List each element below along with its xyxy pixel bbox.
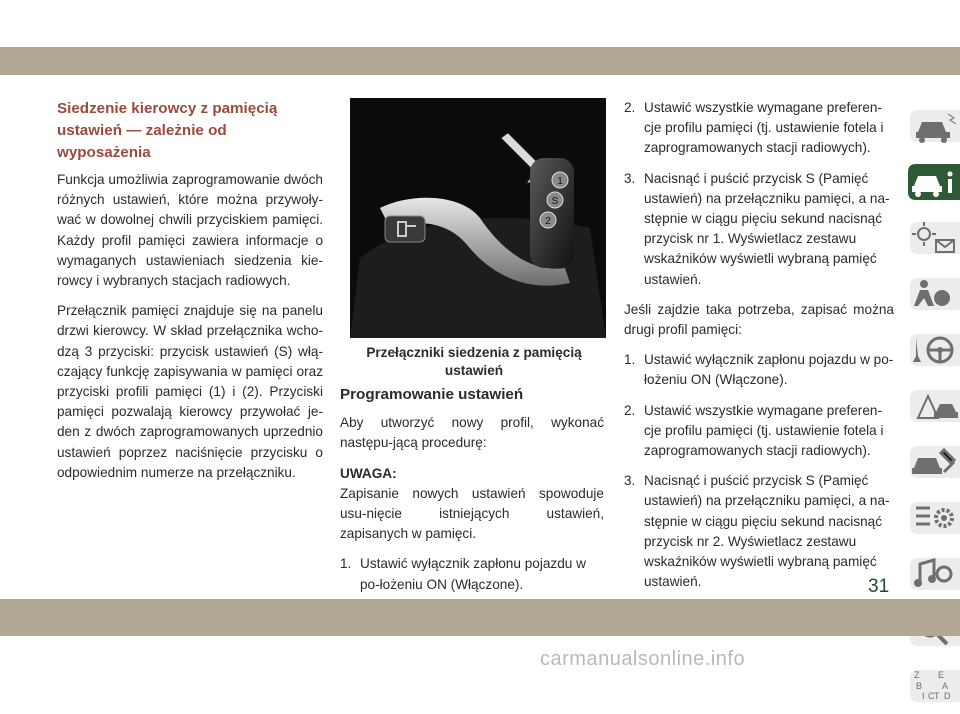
airbag-person-icon[interactable]: [898, 266, 960, 321]
intro-column: [57, 98, 323, 493]
step-number: 2.: [624, 100, 636, 115]
intro-paragraph-1: Funkcja umożliwia zaprogramowanie dwóch różnych ustawień, które można przywoły-wać w dowolnej chwili przyciskiem pamięci. Każdy profil pamięci zawiera informacje o wymaganych ustawieniach siedzenia kie-rowcy i wybranych stacjach radiowych.: [57, 172, 323, 289]
programming-subheading: Programowanie ustawień: [340, 386, 524, 403]
list-item: [624, 169, 894, 290]
index-letter: T: [934, 691, 940, 701]
steering-wheel-icon[interactable]: [898, 322, 960, 377]
index-letter: C: [928, 691, 935, 701]
step-number: 3.: [624, 170, 636, 186]
heading-line-2: ustawień — zależnie od wyposażenia: [57, 122, 227, 161]
roadside-warning-icon[interactable]: [898, 378, 960, 433]
index-letter: B: [916, 681, 923, 691]
step-text: Ustawić wszystkie wymagane preferen-cje profilu pamięci (tj. ustawienie fotela i zaprogramowanych stacji radiowych).: [644, 100, 884, 156]
figure-caption: Przełączniki siedzenia z pamięcią ustawień: [366, 345, 582, 378]
list-item: [624, 401, 894, 462]
multimedia-icon[interactable]: [898, 546, 960, 601]
step-text: Ustawić wyłącznik zapłonu pojazdu w po-łożeniu ON (Włączone).: [644, 352, 894, 388]
bottom-bar: [0, 599, 960, 636]
programming-intro: Aby utworzyć nowy profil, wykonać następu-jącą procedurę:: [340, 415, 604, 451]
step-text: Ustawić wszystkie wymagane preferen-cje profilu pamięci (tj. ustawienie fotela i zaprogramowanych stacji radiowych).: [644, 402, 884, 459]
step-number: 3.: [624, 473, 636, 489]
settings-list-icon[interactable]: [898, 490, 960, 545]
list-item: [624, 471, 894, 592]
second-profile-intro: Jeśli zajdzie taka potrzeba, zapisać można drugi profil pamięci:: [624, 301, 894, 338]
list-item: [624, 350, 894, 390]
list-item: [340, 554, 604, 594]
car-info-icon[interactable]: [898, 154, 960, 209]
step-number: 1.: [624, 352, 636, 368]
button-label-2: 2: [545, 216, 551, 227]
list-item: [624, 98, 894, 159]
index-letter: Z: [914, 670, 920, 680]
index-letter: I: [922, 691, 925, 701]
memory-switch-photo: [350, 98, 606, 338]
note-title: UWAGA:: [340, 465, 397, 481]
step-text: Nacisnąć i puścić przycisk S (Pamięć ustawień) na przełączniku pamięci, a na-stępnie w ciągu pięciu sekund nacisnąć przycisk nr 1. Wyświetlacz zestawu wskaźników wyświetli wybraną pamięć ustawień.: [644, 170, 890, 287]
button-label-s: S: [551, 196, 559, 207]
note-text: Zapisanie nowych ustawień spowoduje usu-nięcie istniejących ustawień, zapisanych w pamięci.: [340, 485, 604, 542]
door-panel-illustration: [350, 98, 606, 338]
car-crash-icon[interactable]: [898, 98, 960, 153]
index-letter: E: [938, 670, 945, 680]
alphabet-index-icon[interactable]: [898, 658, 960, 713]
index-letter: D: [944, 691, 951, 701]
intro-paragraph-2: Przełącznik pamięci znajduje się na panelu drzwi kierowcy. W skład przełącznika wcho-dzą 3 przyciski: przycisk ustawień (S) włą-czający funkcję zapisywania w pamięci oraz przyciski profili pamięci (1) i (2). Przyciski pamięci pozwalają kierowcy przywołać je-den z dwóch zaprogramowanych uprzednio ustawień poprzez naciśnięcie przycisku o odpowiednim numerze na przełączniku.: [57, 303, 323, 480]
steps-column: [624, 98, 894, 602]
step-number: 1.: [340, 556, 352, 572]
button-label-1: 1: [557, 176, 563, 187]
car-service-icon[interactable]: [898, 434, 960, 489]
page-number: 31: [868, 576, 890, 597]
index-letter: A: [942, 681, 949, 691]
top-bar: [0, 0, 960, 75]
step-number: 2.: [624, 402, 636, 418]
top-band: [0, 47, 960, 75]
step-text: Nacisnąć i puścić przycisk S (Pamięć ustawień) na przełączniku pamięci, a na-stępnie w ciągu pięciu sekund nacisnąć przycisk nr 2. Wyświetlacz zestawu wskaźników wyświetli wybraną pamięć ustawień.: [644, 473, 890, 590]
watermark: carmanualsonline.info: [540, 648, 746, 670]
heading-line-1: Siedzenie kierowcy z pamięcią: [57, 100, 278, 117]
section-heading: [57, 98, 323, 164]
warning-lights-icon[interactable]: [898, 210, 960, 265]
step-text: Ustawić wyłącznik zapłonu pojazdu w po-łożeniu ON (Włączone).: [360, 556, 586, 592]
programming-column: [340, 385, 604, 605]
